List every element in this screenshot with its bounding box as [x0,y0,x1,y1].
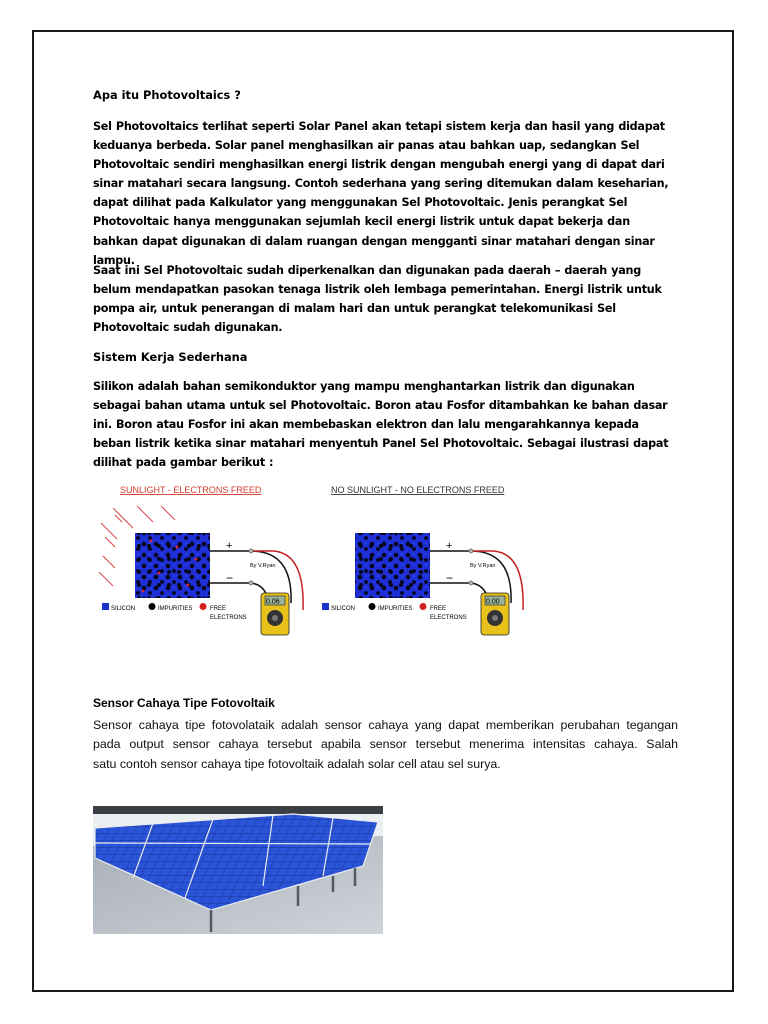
section-title-photovoltaics: Apa itu Photovoltaics ? [93,88,241,102]
electron-legend-swatch-left [200,603,207,610]
legend-electrons-left: ELECTRONS [210,615,247,621]
plus-terminal-left: + [226,540,233,552]
electron-legend-swatch-right [420,603,427,610]
silicon-legend-swatch-left [102,603,109,610]
section-title-sensor-cahaya: Sensor Cahaya Tipe Fotovoltaik [93,696,275,710]
legend-free-left: FREE [210,606,227,612]
legend-silicon-left: SILICON [111,606,136,612]
minus-terminal-right: − [446,571,454,585]
paragraph-sensor-cahaya [93,716,678,774]
legend-silicon-right: SILICON [331,606,356,612]
silicon-legend-swatch-right [322,603,329,610]
legend-electrons-right: ELECTRONS [430,615,467,621]
sensor-line-1: Sensor cahaya tipe fotovolataik adalah sensor cahaya yang dapat memberikan perubahan tegangan [93,718,678,732]
plus-terminal-right: + [446,540,453,552]
minus-terminal-left: − [226,571,234,585]
photovoltaic-diagram [93,475,543,650]
solar-panel-photo [93,806,383,934]
left-diagram-title: SUNLIGHT - ELECTRONS FREED [120,485,262,495]
section-title-sistem-kerja: Sistem Kerja Sederhana [93,350,248,364]
legend-impurities-left: IMPURITIES [158,606,193,612]
legend-free-right: FREE [430,606,447,612]
multimeter-reading-left: 0.06 [266,598,280,606]
paragraph-sistem-kerja: Silikon adalah bahan semikonduktor yang mampu menghantarkan listrik dan digunakan sebagai bahan utama untuk sel Photovoltaic. Boron atau Fosfor ditambahkan ke bahan dasar ini. Boron atau Fosfor ini akan membebaskan elektron dan lalu mengarahkannya kepada beban listrik ketika sinar matahari menyentuh Panel Sel Photovoltaic. Sebagai ilustrasi dapat dilihat pada gambar berikut : [93,380,669,470]
paragraph-photovoltaics-usage: Saat ini Sel Photovoltaic sudah diperkenalkan dan digunakan pada daerah – daerah yang belum mendapatkan pasokan tenaga listrik oleh lembaga pemerintahan. Energi listrik untuk pompa air, untuk penerangan di malam hari dan untuk perangkat telekomunikasi Sel Photovoltaic sudah digunakan. [93,264,662,335]
credit-right: By V.Ryan [470,563,496,569]
paragraph-photovoltaics-intro: Sel Photovoltaics terlihat seperti Solar Panel akan tetapi sistem kerja dan hasil yang didapat keduanya berbeda. Solar panel menghasilkan air panas atau bahkan uap, sedangkan Sel Photovoltaic sendiri menghasilkan energi listrik dengan mengubah energi yang di dapat dari sinar matahari secara langsung. Contoh sederhana yang sering ditemukan dalam keseharian, dapat dilihat pada Kalkulator yang menggunakan Sel Photovoltaic. Jenis perangkat Sel Photovoltaic hanya menggunakan sejumlah kecil energi listrik untuk dapat bekerja dan bahkan dapat digunakan di dalam ruangan dengan mengganti sinar matahari dengan sinar lampu. [93,120,669,267]
sensor-line-3: satu contoh sensor cahaya tipe fotovoltaik adalah solar cell atau sel surya. [93,756,501,771]
legend-impurities-right: IMPURITIES [378,606,413,612]
impurity-legend-swatch-right [369,603,376,610]
sensor-line-2: pada output sensor cahaya tersebut apabila sensor tersebut menerima intensitas cahaya. Salah [93,737,678,752]
credit-left: By V.Ryan [250,563,276,569]
impurity-legend-swatch-left [149,603,156,610]
right-diagram-title: NO SUNLIGHT - NO ELECTRONS FREED [331,485,505,495]
multimeter-reading-right: 0.00 [486,598,500,606]
